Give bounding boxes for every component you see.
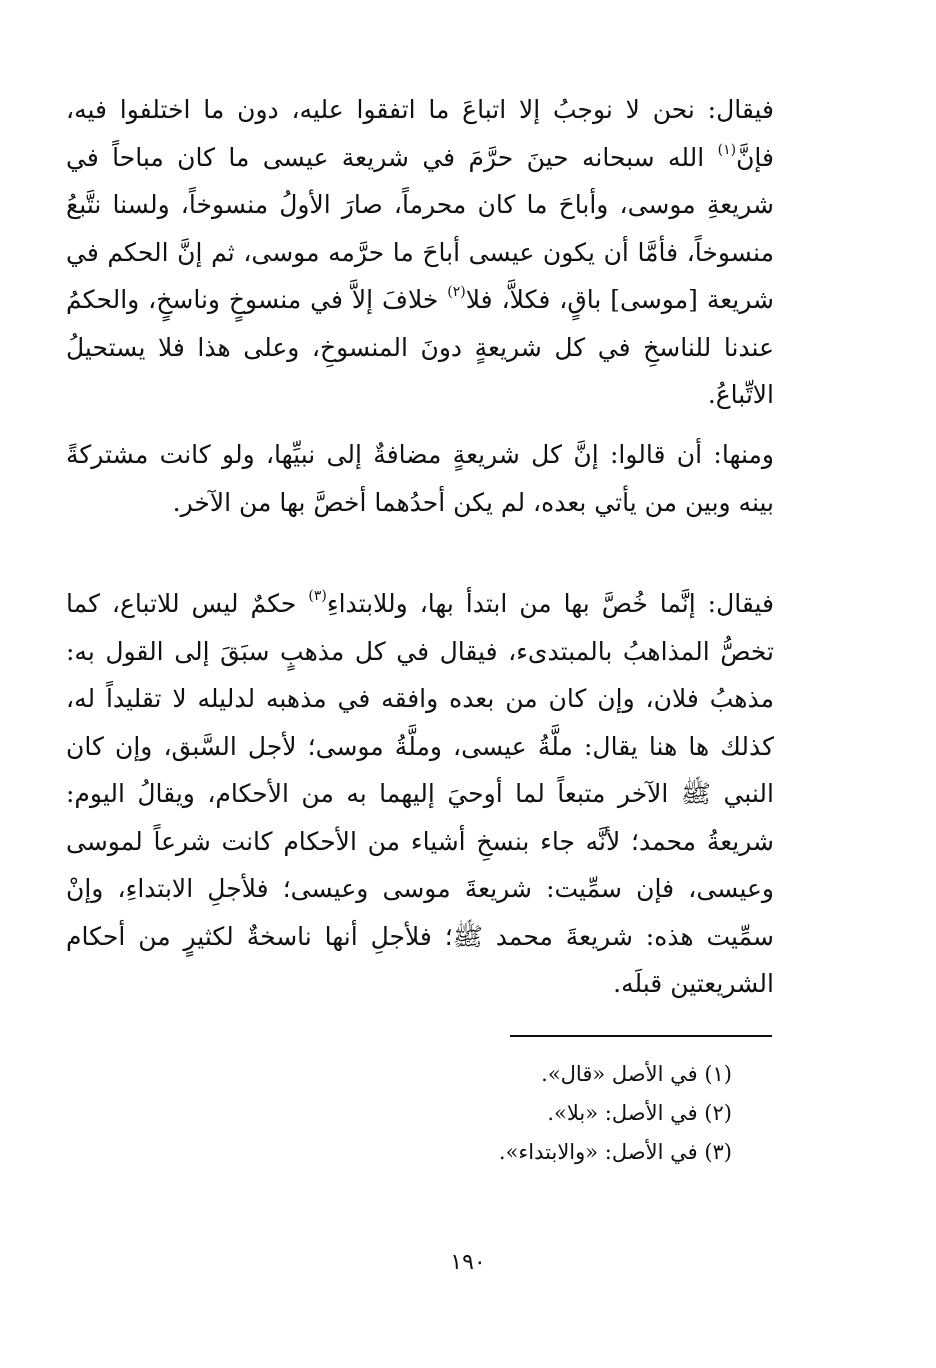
footnote-marker-1: (١) <box>717 141 737 158</box>
footnote-separator <box>510 1035 772 1037</box>
footnote-3: (٣) في الأصل: «والابتداء». <box>498 1140 732 1164</box>
paragraph-2 <box>66 431 774 526</box>
footnote-1: (١) في الأصل «قال». <box>541 1062 732 1086</box>
page-number: ١٩٠ <box>450 1250 486 1275</box>
footnotes <box>499 1055 732 1172</box>
paragraph-3-text-a: فيقال: إنَّما خُصَّ بها من ابتدأ بها، وللابتداءِ <box>326 589 774 618</box>
paragraph-3-text-b: حكمٌ ليس للاتباع، كما تخصُّ المذاهبُ بالمبتدىء، فيقال في كل مذهبٍ سبَقَ إلى القول به: مذهبُ فلان، وإن كان من بعده وافقه في مذهبه لدليله لا تقليداً له، كذلك ها هنا يقال: ملَّةُ عيسى، وملَّةُ موسى؛ لأجل السَّبق، وإن كان النبي ﷺ الآخر متبعاً لما أوحيَ إليهما به من الأحكام، ويقالُ اليوم: شريعةُ محمد؛ لأنَّه جاء بنسخِ أشياء من الأحكام كانت شرعاً لموسى وعيسى، فإن سمِّيت: شريعةَ موسى وعيسى؛ فلأجلِ الابتداءِ، وإنْ سمِّيت هذه: شريعةَ محمد ﷺ؛ فلأجلِ أنها ناسخةٌ لكثيرٍ من أحكام الشريعتين قبلَه. <box>66 589 774 998</box>
paragraph-1 <box>66 86 774 419</box>
footnote-marker-2: (٢) <box>447 284 466 300</box>
paragraph-1-text-b: الله سبحانه حينَ حرَّمَ في شريعة عيسى ما كان مباحاً في شريعةِ موسى، وأباحَ ما كان محرماً، صارَ الأولُ منسوخاً، ولسنا نتَّبعُ منسوخاً، فأمَّا أن يكون عيسى أباحَ ما حرَّمه موسى، ثم إنَّ الحكم في شريعة [موسى] باقٍ، فكلاَّ، فلا <box>66 142 774 314</box>
paragraph-3 <box>66 580 774 1008</box>
footnote-marker-3: (٣) <box>308 588 327 604</box>
footnote-2: (٢) في الأصل: «بلا». <box>547 1101 732 1125</box>
paragraph-1-text-a: فيقال: نحن لا نوجبُ إلا اتباعَ ما اتفقوا عليه، دون ما اختلفوا فيه، فإنَّ <box>66 95 774 172</box>
paragraph-2-text: ومنها: أن قالوا: إنَّ كل شريعةٍ مضافةٌ إلى نبيِّها، ولو كانت مشتركةً بينه وبين من يأتي بعده، لم يكن أحدُهما أخصَّ بها من الآخر. <box>66 440 774 517</box>
paragraph-1-text-c: خلافَ إلاَّ في منسوخٍ وناسخٍ، والحكمُ عندنا للناسخِ في كل شريعةٍ دونَ المنسوخِ، وعلى هذا فلا يستحيلُ الاتِّباعُ. <box>66 285 774 409</box>
